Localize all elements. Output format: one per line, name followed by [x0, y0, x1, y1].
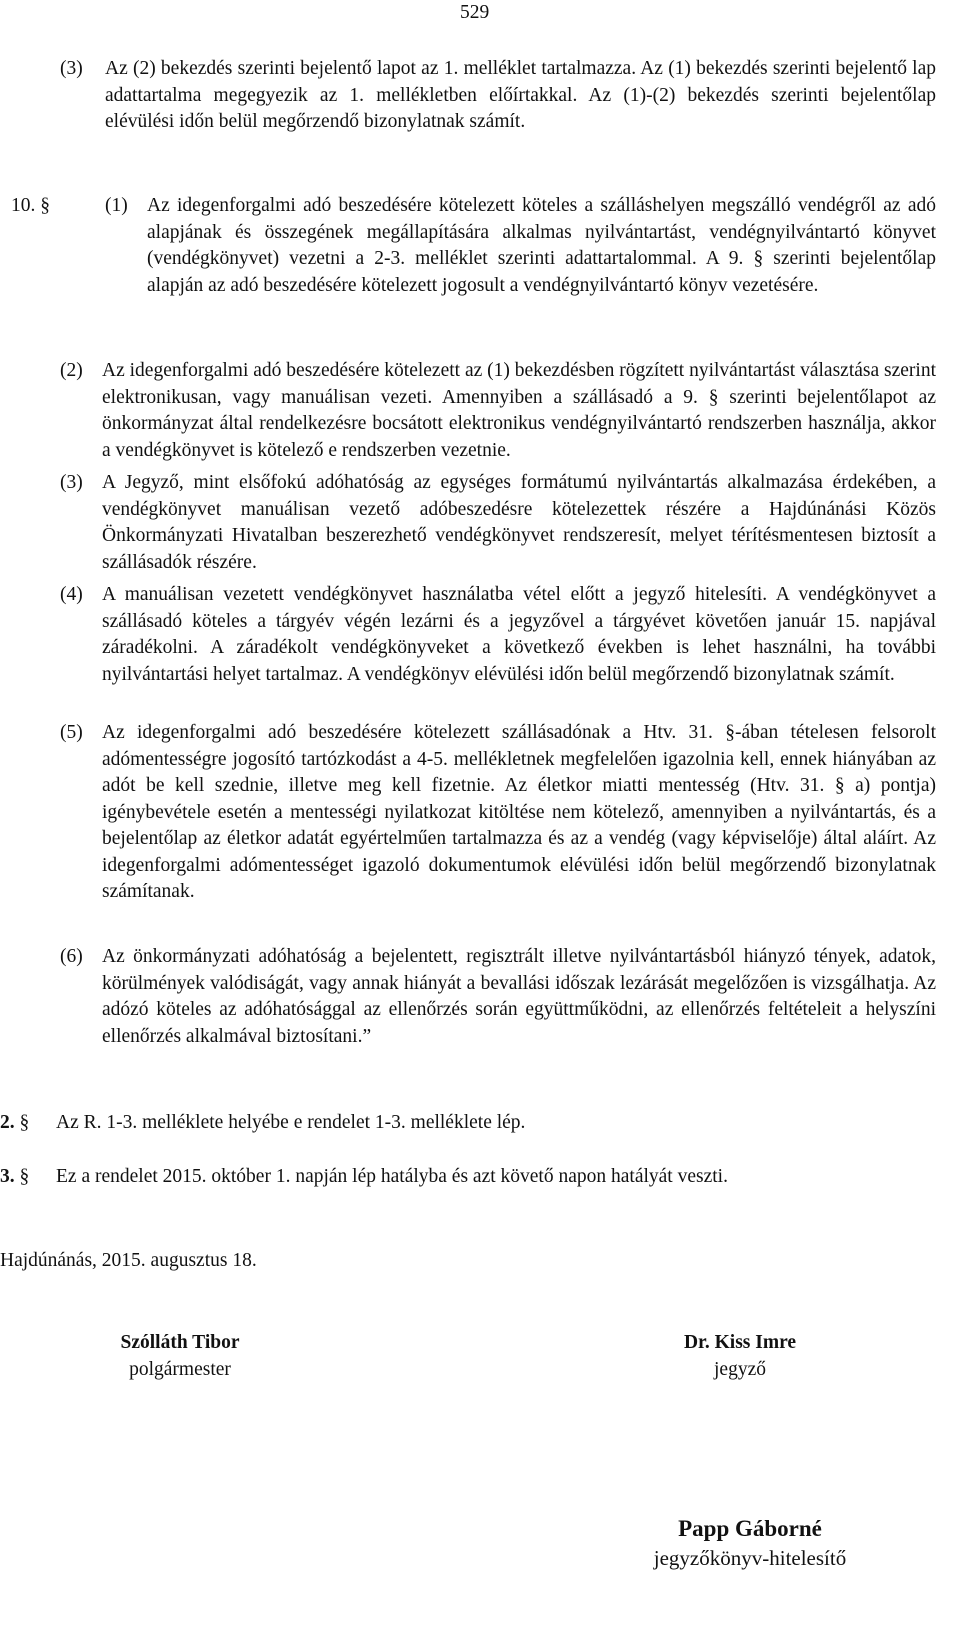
item-text: Az önkormányzati adóhatóság a bejelentett, regisztrált illetve nyilvántartásból hiányzó tények, adatok, körülmények valódiságát, vagy annak hiányát a bevallási időszak lezárását megelőzően is vizsgálhatja. Az adózó köteles az adóhatósággal az ellenőrzés során együttműködni, az ellenőrzés feltételeit a helyszíni ellenőrzés alkalmával biztosítani.”	[102, 946, 936, 1047]
section-2	[0, 1110, 936, 1137]
paragraph-number: (3)	[60, 58, 83, 79]
section-10-item-5	[60, 720, 936, 906]
section-number-digit: 3.	[0, 1166, 15, 1187]
section-10-item-4	[60, 582, 936, 688]
paragraph-3	[60, 56, 936, 136]
item-number: (6)	[60, 946, 83, 967]
signatory-name: Szólláth Tibor	[120, 1332, 240, 1353]
item-number: (2)	[60, 360, 83, 381]
item-number: (3)	[60, 472, 83, 493]
page-number: 529	[460, 2, 490, 23]
section-number-digit: 2.	[0, 1112, 15, 1133]
section-10-item-2	[60, 358, 936, 464]
section-mark: §	[19, 1112, 30, 1133]
signature-mayor	[60, 1330, 300, 1383]
signatory-name: Papp Gáborné	[678, 1516, 822, 1541]
section-3	[0, 1164, 936, 1191]
section-number	[0, 1164, 56, 1191]
signatory-title: polgármester	[129, 1358, 231, 1380]
signatory-title: jegyzőkönyv-hitelesítő	[653, 1546, 847, 1570]
place-and-date: Hajdúnánás, 2015. augusztus 18.	[0, 1250, 257, 1271]
section-text: Ez a rendelet 2015. október 1. napján lép hatályba és azt követő napon hatályát veszti.	[56, 1166, 728, 1187]
section-10-item-6	[60, 944, 936, 1050]
section-mark: §	[19, 1166, 30, 1187]
item-text: Az idegenforgalmi adó beszedésére kötelezett az (1) bekezdésben rögzített nyilvántartást választása szerint elektronikusan, vagy manuálisan vezeti. Amennyiben a szállásadó a 9. § szerinti bejelentőlapot az önkormányzat által rendelkezésre bocsátott elektronikus vendégnyilvántartó rendszerben használja, akkor a vendégkönyvet is kötelező e rendszerben vezetnie.	[102, 360, 936, 461]
paragraph-text: Az (2) bekezdés szerinti bejelentő lapot az 1. melléklet tartalmazza. Az (1) bekezdés szerinti bejelentő lap adattartalma megegyezik az 1. mellékletben előírtakkal. Az (1)-(2) bekezdés szerinti bejelentőlap elévülési időn belül megőrzendő bizonylatnak számít.	[105, 58, 936, 132]
item-text: Az idegenforgalmi adó beszedésére kötelezett köteles a szálláshelyen megszálló vendégről az adó alapjának és összegének megállapítására alkalmas nyilvántartást, vendégnyilvántartó könyvet (vendégkönyvet) vezetni a 2-3. melléklet szerinti adattartalommal. A 9. § szerinti bejelentőlap alapján az adó beszedésére kötelezett jogosult a vendégnyilvántartó könyv vezetésére.	[147, 195, 936, 296]
section-number	[0, 1110, 56, 1137]
section-number: 10. §	[11, 195, 50, 216]
item-number: (5)	[60, 722, 83, 743]
section-10-item-3	[60, 470, 936, 576]
item-text: Az idegenforgalmi adó beszedésére kötelezett szállásadónak a Htv. 31. §-ában tételesen felsorolt adómentességre jogosító tartózkodást a 4-5. mellékletnek megfelelően igazolnia kell, ennek hiányában az adót be kell szednie, illetve meg kell fizetnie. Az életkor miatti mentesség (Htv. 31. § a) pontja) igénybevétele esetén a mentességi nyilatkozat kitöltése nem kötelező, amennyiben a nyilvántartás, és a bejelentőlap az életkor adatát egyértelműen tartalmazza és az a vendég (vagy képviselője) által aláírt. Az idegenforgalmi adómentességet igazoló dokumentumok elévülési időn belül megőrzendő bizonylatnak számítanak.	[102, 722, 936, 902]
signatory-title: jegyző	[714, 1358, 766, 1380]
section-10	[11, 193, 936, 299]
item-text: A Jegyző, mint elsőfokú adóhatóság az egységes formátumú nyilvántartás alkalmazása érdekében, a vendégkönyvet manuálisan vezető adóbeszedésre kötelezettek részére a Hajdúnánási Közös Önkormányzati Hivatalban beszerezhető vendégkönyvet rendszeresít, melyet térítésmentesen biztosít a szállásadók részére.	[102, 472, 936, 573]
item-text: A manuálisan vezetett vendégkönyvet használatba vétel előtt a jegyző hitelesíti. A vendégkönyvet a szállásadó köteles a tárgyév végén lezárni és a jegyzővel a tárgyévet követően január 15. napjával záradékolni. A záradékolt vendégkönyveket a következő években is lehet használni, ha további nyilvántartási helyet tartalmaz. A vendégkönyv elévülési időn belül megőrzendő bizonylatnak számít.	[102, 584, 936, 685]
signatory-name: Dr. Kiss Imre	[683, 1332, 797, 1353]
section-text: Az R. 1-3. melléklete helyébe e rendelet 1-3. melléklete lép.	[56, 1112, 526, 1133]
section-10-item-1	[105, 193, 936, 299]
signature-minutes-authenticator	[600, 1514, 900, 1572]
item-number: (4)	[60, 584, 83, 605]
signature-notary	[620, 1330, 860, 1383]
item-number: (1)	[105, 195, 128, 216]
